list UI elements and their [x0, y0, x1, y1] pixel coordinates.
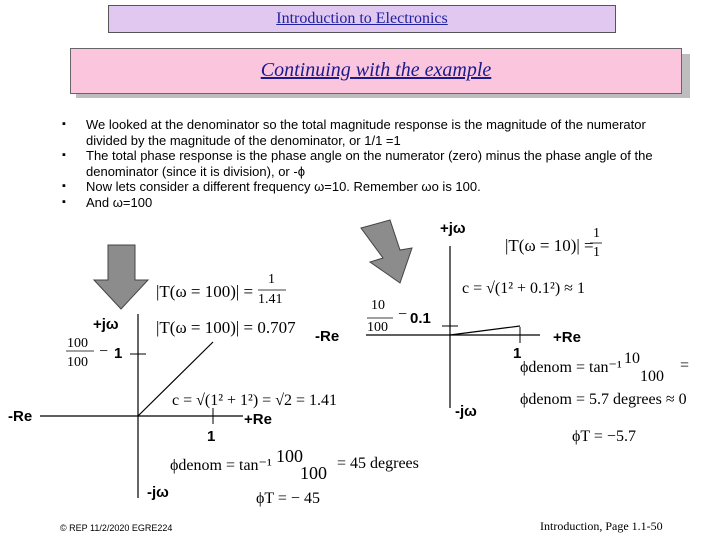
left-phi-denom: ϕdenom = tan⁻¹ [170, 457, 272, 474]
left-coord-denominator: 100 [67, 355, 88, 370]
left-mag-eq-1: |T(ω = 100)| = [156, 282, 254, 301]
left-phi-denom-den: 100 [300, 463, 327, 483]
bullet-item: ▪ We looked at the denominator so the total magnitude response is the magnitude of the numerator divided by the magnitude of the denominator, or 1/1 =1 [62, 117, 672, 148]
right-phi-denom-1-den: 100 [640, 368, 664, 385]
right-phi-denom-1-num: 10 [624, 350, 640, 367]
left-coord-numerator: 100 [67, 336, 88, 351]
right-neg-real-label: -Re [315, 328, 340, 345]
right-vector [450, 326, 520, 335]
left-mag-eq-1-num: 1 [268, 272, 275, 287]
bullet-item: ▪ And ω=100 [62, 195, 672, 211]
footer-copyright: © REP 11/2/2020 EGRE224 [60, 523, 173, 533]
right-down-arrow [361, 220, 412, 283]
left-imag-tick-label: 1 [114, 345, 123, 362]
right-neg-imag-label: -jω [455, 403, 477, 420]
left-pos-imag-label: +jω [93, 316, 119, 333]
left-pos-real-label: +Re [244, 411, 272, 428]
bullet-item: ▪ The total phase response is the phase angle on the numerator (zero) minus the phase angle of the denominator (since it is division), or -ϕ [62, 148, 672, 179]
right-phi-denom-1: ϕdenom = tan⁻¹ [520, 359, 622, 376]
left-down-arrow [94, 245, 148, 309]
right-c-eq: c = √(1² + 0.1²) ≈ 1 [462, 280, 585, 297]
right-mag-eq-den: 1 [593, 245, 600, 260]
right-coord-numerator: 10 [371, 298, 385, 313]
left-phi-denom-result: = 45 degrees [337, 455, 419, 472]
footer-page-number: Introduction, Page 1.1-50 [540, 519, 663, 533]
left-c-eq: c = √(1² + 1²) = √2 = 1.41 [172, 392, 338, 409]
right-pos-imag-label: +jω [440, 220, 466, 237]
right-pos-real-label: +Re [553, 329, 581, 346]
left-phi-denom-num: 100 [276, 446, 303, 466]
left-phi-t: ϕT = − 45 [256, 490, 320, 507]
left-mag-eq-1-den: 1.41 [258, 292, 283, 307]
left-real-tick-label: 1 [207, 428, 216, 445]
slide-title: Continuing with the example [260, 59, 492, 81]
header-title: Introduction to Electronics [276, 10, 448, 27]
right-real-tick-label: 1 [513, 345, 522, 362]
left-coord-minus: − [99, 343, 109, 360]
right-phi-denom-2: ϕdenom = 5.7 degrees ≈ 0 [520, 391, 687, 408]
left-mag-eq-2: |T(ω = 100)| = 0.707 [156, 318, 296, 337]
right-mag-eq-num: 1 [593, 226, 600, 241]
right-coord-minus: − [398, 306, 408, 323]
right-phi-t: ϕT = −5.7 [572, 428, 636, 445]
bullet-item: ▪ Now lets consider a different frequency ω=10. Remember ωo is 100. [62, 179, 672, 195]
left-neg-imag-label: -jω [147, 484, 169, 501]
right-imag-tick-label: 0.1 [410, 310, 431, 327]
left-neg-real-label: -Re [8, 408, 33, 425]
right-mag-eq: |T(ω = 10)| = [505, 236, 594, 255]
right-coord-denominator: 100 [367, 320, 388, 335]
right-phi-denom-1-result: = [680, 357, 690, 374]
